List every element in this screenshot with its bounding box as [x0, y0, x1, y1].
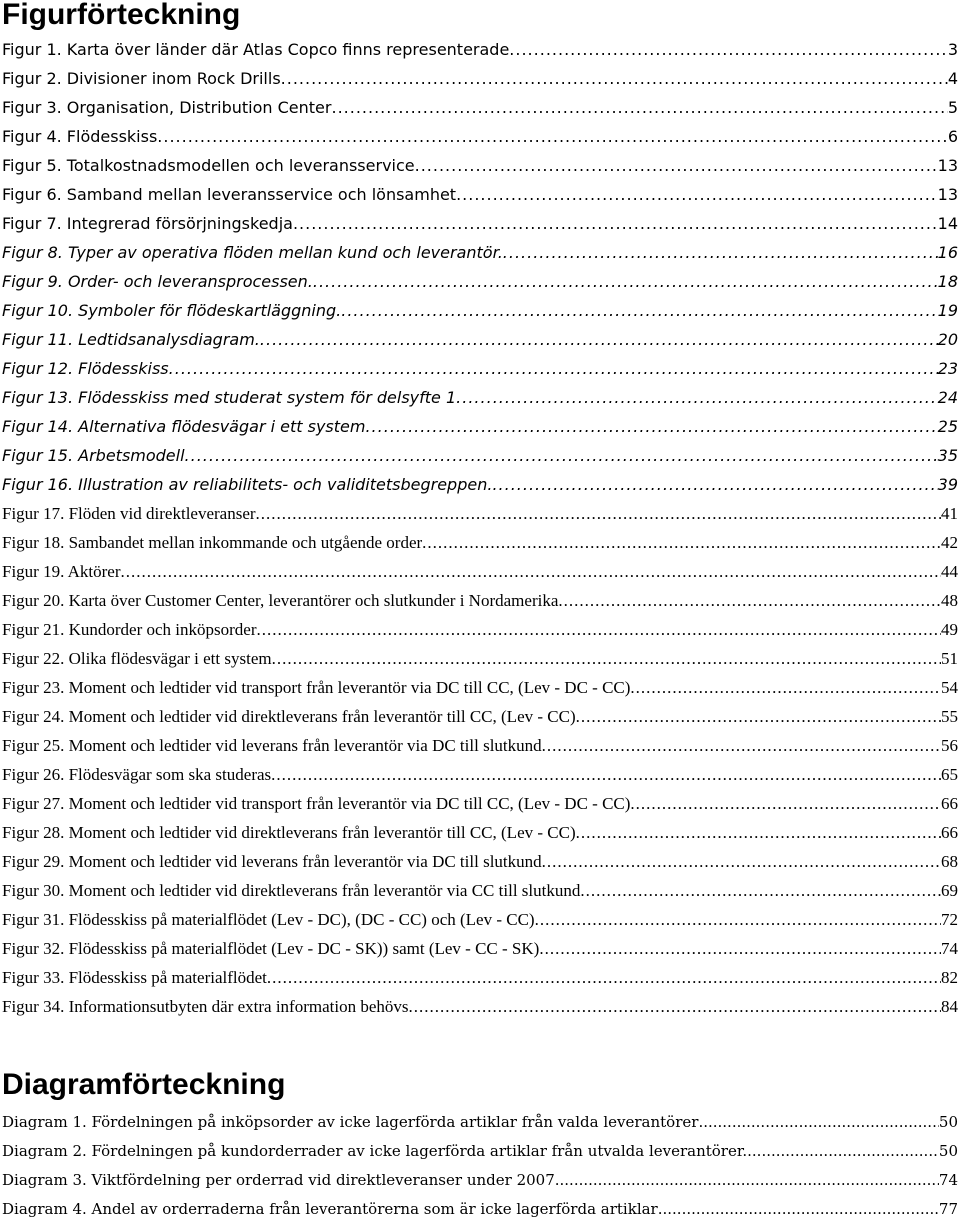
entry-label: Diagram 2. Fördelningen på kundorderrader av icke lagerförda artiklar från utvalda leverantörer. — [2, 1142, 748, 1160]
entry-label: Figur 27. Moment och ledtider vid transport från leverantör via DC till CC, (Lev - DC - CC) — [2, 794, 631, 813]
entry-page-number: 50 — [938, 1113, 958, 1131]
diagram-entry[interactable] — [0, 1137, 958, 1166]
dot-leader — [630, 789, 941, 818]
entry-label: Figur 21. Kundorder och inköpsorder — [2, 620, 257, 639]
entry-page-number: 82 — [941, 968, 958, 987]
entry-label: Figur 33. Flödesskiss på materialflödet — [2, 968, 267, 987]
entry-page-number: 5 — [947, 98, 958, 117]
dot-leader — [415, 151, 938, 180]
entry-page-number: 6 — [947, 127, 958, 146]
figure-entry[interactable] — [0, 934, 958, 963]
dot-leader — [535, 905, 941, 934]
entry-label: Figur 20. Karta över Customer Center, leverantörer och slutkunder i Nordamerika — [2, 591, 559, 610]
dot-leader — [539, 934, 941, 963]
diagrams-list — [0, 1108, 958, 1224]
entry-label: Diagram 4. Andel av orderraderna från leverantörerna som är icke lagerförda artiklar — [2, 1200, 658, 1218]
entry-page-number: 56 — [941, 736, 958, 755]
entry-label: Figur 34. Informationsutbyten där extra information behövs — [2, 997, 409, 1016]
entry-page-number: 74 — [941, 939, 958, 958]
entry-label: Figur 14. Alternativa flödesvägar i ett system — [2, 417, 366, 436]
dot-leader — [576, 702, 941, 731]
entry-label: Figur 5. Totalkostnadsmodellen och leveransservice — [2, 156, 415, 175]
figure-entry[interactable] — [0, 702, 958, 731]
figure-entry[interactable] — [0, 992, 958, 1021]
figures-list — [0, 35, 958, 1021]
figure-entry[interactable] — [0, 93, 958, 122]
entry-label: Figur 23. Moment och ledtider vid transport från leverantör via DC till CC, (Lev - DC - CC) — [2, 678, 631, 697]
entry-page-number: 84 — [941, 997, 958, 1016]
figures-heading: Figurförteckning — [2, 0, 241, 31]
figure-entry[interactable] — [0, 528, 958, 557]
figure-entry[interactable] — [0, 296, 958, 325]
figure-entry[interactable] — [0, 470, 958, 499]
entry-label: Figur 18. Sambandet mellan inkommande och utgående order — [2, 533, 423, 552]
dot-leader — [409, 992, 942, 1021]
entry-label: Figur 4. Flödesskiss — [2, 127, 158, 146]
figure-entry[interactable] — [0, 789, 958, 818]
entry-label: Figur 7. Integrerad försörjningskedja — [2, 214, 293, 233]
dot-leader — [256, 499, 941, 528]
dot-leader — [422, 528, 941, 557]
entry-label: Figur 6. Samband mellan leveransservice och lönsamhet — [2, 185, 457, 204]
entry-label: Figur 32. Flödesskiss på materialflödet (Lev - DC - SK)) samt (Lev - CC - SK) — [2, 939, 540, 958]
diagrams-heading: Diagramförteckning — [2, 1068, 286, 1101]
figure-entry[interactable] — [0, 64, 958, 93]
entry-label: Figur 2. Divisioner inom Rock Drills — [2, 69, 281, 88]
entry-label: Figur 24. Moment och ledtider vid direktleverans från leverantör till CC, (Lev - CC) — [2, 707, 576, 726]
entry-page-number: 35 — [937, 446, 958, 465]
figure-entry[interactable] — [0, 615, 958, 644]
dot-leader — [121, 557, 941, 586]
figure-entry[interactable] — [0, 35, 958, 64]
figure-entry[interactable] — [0, 267, 958, 296]
dot-leader — [580, 876, 941, 905]
entry-page-number: 65 — [941, 765, 958, 784]
dot-leader — [281, 64, 948, 93]
entry-label: Figur 15. Arbetsmodell — [2, 446, 185, 465]
entry-label: Figur 17. Flöden vid direktleveranser — [2, 504, 256, 523]
figure-entry[interactable] — [0, 760, 958, 789]
entry-page-number: 24 — [937, 388, 958, 407]
entry-page-number: 23 — [937, 359, 958, 378]
entry-page-number: 18 — [937, 272, 958, 291]
figure-entry[interactable] — [0, 876, 958, 905]
entry-label: Figur 26. Flödesvägar som ska studeras — [2, 765, 272, 784]
dot-leader — [185, 441, 938, 470]
entry-page-number: 54 — [941, 678, 958, 697]
dot-leader — [555, 1166, 939, 1195]
dot-leader — [576, 818, 941, 847]
entry-label: Figur 11. Ledtidsanalysdiagram. — [2, 330, 260, 349]
entry-label: Figur 12. Flödesskiss — [2, 359, 169, 378]
entry-page-number: 19 — [937, 301, 958, 320]
dot-leader — [169, 354, 938, 383]
entry-page-number: 48 — [941, 591, 958, 610]
dot-leader — [698, 1108, 938, 1137]
entry-page-number: 13 — [937, 185, 958, 204]
entry-label: Diagram 1. Fördelningen på inköpsorder av icke lagerförda artiklar från valda leverantörer — [2, 1113, 699, 1131]
entry-label: Figur 10. Symboler för flödeskartläggning. — [2, 301, 342, 320]
entry-label: Diagram 3. Viktfördelning per orderrad vid direktleveranser under 2007 — [2, 1171, 555, 1189]
entry-page-number: 66 — [941, 823, 958, 842]
figure-entry[interactable] — [0, 731, 958, 760]
dot-leader — [558, 586, 941, 615]
dot-leader — [503, 238, 938, 267]
entry-page-number: 16 — [937, 243, 958, 262]
figure-entry[interactable] — [0, 557, 958, 586]
entry-label: Figur 9. Order- och leveransprocessen. — [2, 272, 313, 291]
dot-leader — [293, 209, 938, 238]
entry-page-number: 72 — [941, 910, 958, 929]
entry-label: Figur 29. Moment och ledtider vid leverans från leverantör via DC till slutkund — [2, 852, 542, 871]
entry-label: Figur 22. Olika flödesvägar i ett system — [2, 649, 272, 668]
entry-label: Figur 31. Flödesskiss på materialflödet (Lev - DC), (DC - CC) och (Lev - CC) — [2, 910, 535, 929]
figure-entry[interactable] — [0, 209, 958, 238]
entry-page-number: 49 — [941, 620, 958, 639]
dot-leader — [492, 470, 937, 499]
dot-leader — [157, 122, 948, 151]
figure-entry[interactable] — [0, 847, 958, 876]
dot-leader — [331, 93, 947, 122]
dot-leader — [365, 412, 937, 441]
figure-entry[interactable] — [0, 905, 958, 934]
dot-leader — [341, 296, 937, 325]
dot-leader — [456, 383, 937, 412]
entry-page-number: 66 — [941, 794, 958, 813]
figure-entry[interactable] — [0, 441, 958, 470]
figure-entry[interactable] — [0, 673, 958, 702]
entry-label: Figur 13. Flödesskiss med studerat system för delsyfte 1 — [2, 388, 457, 407]
figure-entry[interactable] — [0, 383, 958, 412]
entry-label: Figur 8. Typer av operativa flöden mellan kund och leverantör. — [2, 243, 503, 262]
entry-page-number: 3 — [947, 40, 958, 59]
entry-page-number: 42 — [941, 533, 958, 552]
entry-label: Figur 1. Karta över länder där Atlas Copco finns representerade — [2, 40, 510, 59]
entry-page-number: 4 — [947, 69, 958, 88]
entry-page-number: 77 — [938, 1200, 958, 1218]
dot-leader — [313, 267, 938, 296]
dot-leader — [542, 847, 941, 876]
dot-leader — [267, 963, 941, 992]
figure-entry[interactable] — [0, 963, 958, 992]
entry-label: Figur 3. Organisation, Distribution Center — [2, 98, 332, 117]
dot-leader — [630, 673, 941, 702]
entry-page-number: 13 — [937, 156, 958, 175]
entry-page-number: 69 — [941, 881, 958, 900]
entry-label: Figur 25. Moment och ledtider vid leverans från leverantör via DC till slutkund — [2, 736, 542, 755]
entry-page-number: 68 — [941, 852, 958, 871]
entry-label: Figur 28. Moment och ledtider vid direktleverans från leverantör till CC, (Lev - CC) — [2, 823, 576, 842]
figure-entry[interactable] — [0, 238, 958, 267]
dot-leader — [456, 180, 938, 209]
figure-entry[interactable] — [0, 818, 958, 847]
entry-label: Figur 30. Moment och ledtider vid direktleverans från leverantör via CC till slutkund — [2, 881, 581, 900]
entry-page-number: 55 — [941, 707, 958, 726]
entry-page-number: 50 — [938, 1142, 958, 1160]
dot-leader — [542, 731, 941, 760]
entry-page-number: 39 — [937, 475, 958, 494]
figure-entry[interactable] — [0, 180, 958, 209]
entry-page-number: 20 — [937, 330, 958, 349]
figure-entry[interactable] — [0, 354, 958, 383]
diagram-entry[interactable] — [0, 1166, 958, 1195]
dot-leader — [271, 760, 941, 789]
entry-label: Figur 19. Aktörer — [2, 562, 121, 581]
dot-leader — [260, 325, 938, 354]
dot-leader — [658, 1195, 939, 1224]
dot-leader — [509, 35, 948, 64]
entry-page-number: 51 — [941, 649, 958, 668]
entry-page-number: 74 — [938, 1171, 958, 1189]
entry-page-number: 44 — [941, 562, 958, 581]
entry-label: Figur 16. Illustration av reliabilitets- och validitetsbegreppen. — [2, 475, 493, 494]
figure-entry[interactable] — [0, 122, 958, 151]
figure-entry[interactable] — [0, 644, 958, 673]
dot-leader — [257, 615, 942, 644]
dot-leader — [272, 644, 941, 673]
figure-entry[interactable] — [0, 586, 958, 615]
figure-entry[interactable] — [0, 151, 958, 180]
dot-leader — [747, 1137, 939, 1166]
figure-entry[interactable] — [0, 499, 958, 528]
figure-entry[interactable] — [0, 412, 958, 441]
diagram-entry[interactable] — [0, 1108, 958, 1137]
diagram-entry[interactable] — [0, 1195, 958, 1224]
figure-entry[interactable] — [0, 325, 958, 354]
entry-page-number: 25 — [937, 417, 958, 436]
entry-page-number: 14 — [937, 214, 958, 233]
entry-page-number: 41 — [941, 504, 958, 523]
